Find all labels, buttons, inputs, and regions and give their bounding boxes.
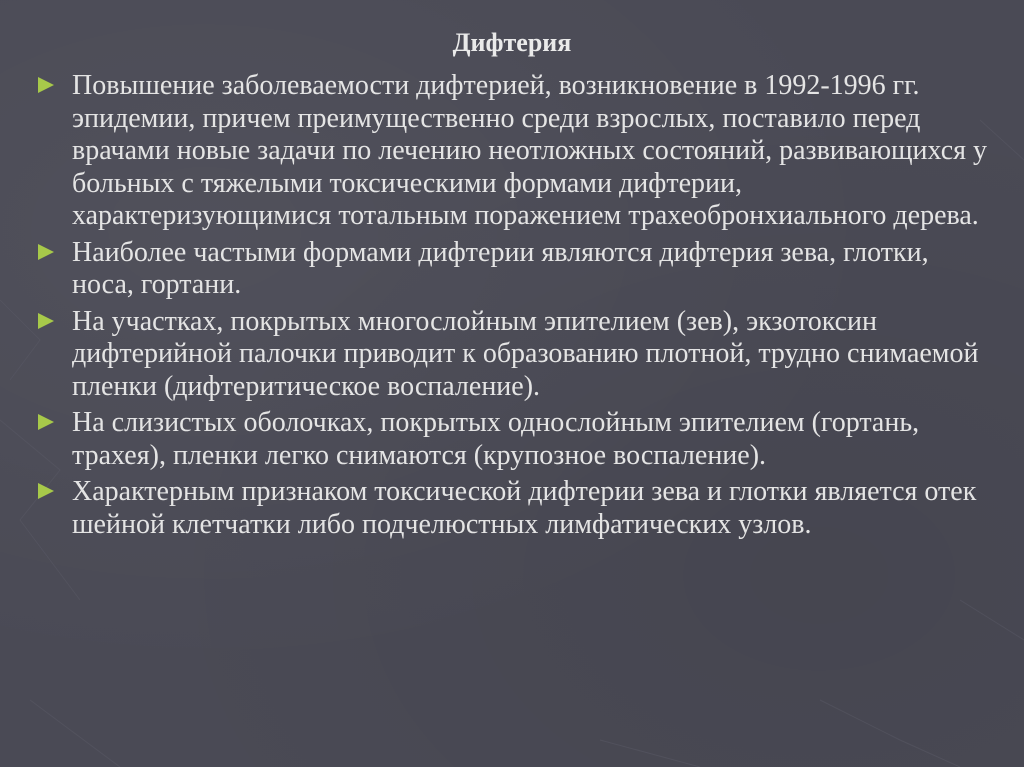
bullet-list bbox=[38, 70, 988, 545]
bullet-item bbox=[38, 476, 988, 541]
bullet-text: На участках, покрытых многослойным эпителием (зев), экзотоксин дифтерийной палочки приводит к образованию плотной, трудно снимаемой пленки (дифтеритическое воспаление). bbox=[72, 305, 979, 402]
bullet-text: Характерным признаком токсической дифтерии зева и глотки является отек шейной клетчатки либо подчелюстных лимфатических узлов. bbox=[72, 476, 977, 540]
triangle-bullet-icon bbox=[38, 483, 54, 499]
bullet-item bbox=[38, 70, 988, 233]
bullet-item bbox=[38, 306, 988, 404]
bullet-text: Повышение заболеваемости дифтерией, возникновение в 1992-1996 гг. эпидемии, причем преимущественно среди взрослых, поставило перед врачами новые задачи по лечению неотложных состояний, развивающихся у больных с тяжелыми токсическими формами дифтерии, характеризующимися тотальным поражением трахеобронхиального дерева. bbox=[72, 70, 988, 231]
bullet-text: На слизистых оболочках, покрытых однослойным эпителием (гортань, трахея), пленки легко снимаются (крупозное воспаление). bbox=[72, 407, 920, 471]
triangle-bullet-icon bbox=[38, 244, 54, 260]
bullet-item bbox=[38, 407, 988, 472]
bullet-text: Наиболее частыми формами дифтерии являются дифтерия зева, глотки, носа, гортани. bbox=[72, 236, 929, 300]
slide-title: Дифтерия bbox=[452, 28, 572, 57]
bullet-item bbox=[38, 237, 988, 302]
triangle-bullet-icon bbox=[38, 77, 54, 93]
triangle-bullet-icon bbox=[38, 414, 54, 430]
triangle-bullet-icon bbox=[38, 313, 54, 329]
